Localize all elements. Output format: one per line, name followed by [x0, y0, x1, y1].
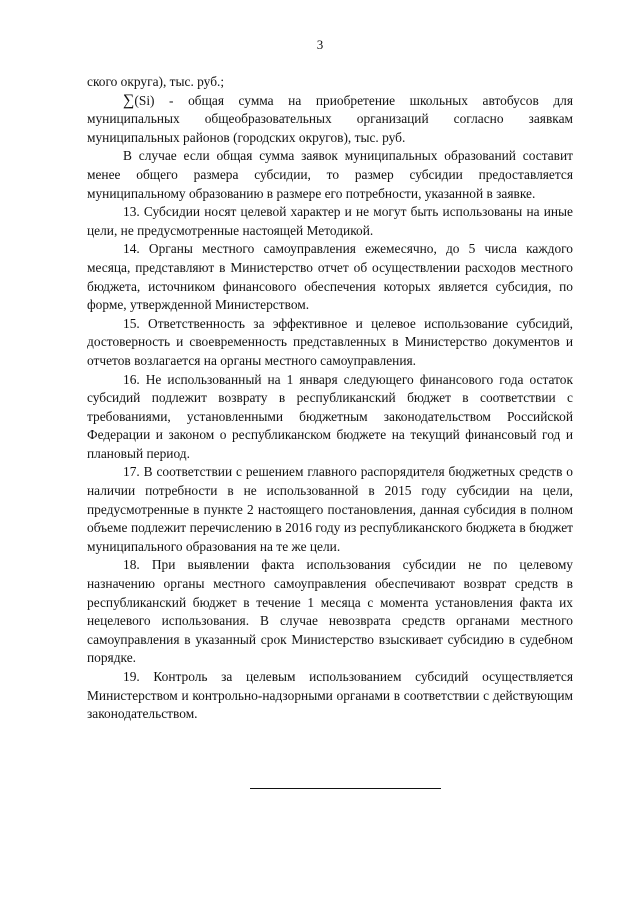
paragraph-15: 15. Ответственность за эффективное и целевое использование субсидий, достоверность и своевременность представленных в Министерство документов и отчетов возлагается на органы местного самоуправления. — [87, 315, 573, 368]
paragraph-13: 13. Субсидии носят целевой характер и не могут быть использованы на иные цели, не предусмотренные настоящей Методикой. — [87, 204, 573, 238]
paragraph-19: 19. Контроль за целевым использованием субсидий осуществляется Министерством и контрольно-надзорными органами в соответствии с действующим законодательством. — [87, 669, 573, 722]
paragraph-16: 16. Не использованный на 1 января следующего финансового года остаток субсидий подлежит возврату в республиканский бюджет в соответствии с требованиями, установленными бюджетным законодательством Российской Федерации и законом о республиканском бюджете на текущий финансовый год и плановый период. — [87, 371, 573, 461]
paragraph-18: 18. При выявлении факта использования субсидии не по целевому назначению органы местного самоуправления обеспечивают возврат средств в республиканский бюджет в течение 1 месяца с момента установления факта их нецелевого использования. В случае невозврата средств органами местного самоуправления в указанный срок Министерство взыскивает субсидию в судебном порядке. — [87, 557, 573, 666]
paragraph-insufficient-demand: В случае если общая сумма заявок муниципальных образований составит менее общего размера субсидии, то размер субсидии предоставляется муниципальному образованию в размере его потребности, указанной в заявке. — [87, 148, 573, 201]
paragraph-sum-definition — [87, 92, 573, 148]
paragraph-14: 14. Органы местного самоуправления ежемесячно, до 5 числа каждого месяца, представляют в Министерство отчет об осуществлении расходов местного бюджета, источником финансового обеспечения которых является субсидия, по форме, утвержденной Министерством. — [87, 241, 573, 313]
sum-definition-text: (Si) - общая сумма на приобретение школьных автобусов для муниципальных общеобразовательных организаций согласно заявкам муниципальных районов (городских округов), тыс. руб. — [87, 92, 573, 145]
page-number: 3 — [316, 37, 324, 52]
document-body — [87, 73, 573, 724]
paragraph-continuation: ского округа), тыс. руб.; — [87, 74, 225, 89]
closing-divider — [250, 788, 441, 789]
sum-symbol: ∑ — [123, 91, 135, 109]
paragraph-17: 17. В соответствии с решением главного распорядителя бюджетных средств о наличии потребности в не использованной в 2015 году субсидии на цели, предусмотренные в пункте 2 настоящего постановления, данная субсидия в полном объеме подлежит перечислению в 2016 году из республиканского бюджета в бюджет муниципального образования на те же цели. — [87, 464, 573, 554]
